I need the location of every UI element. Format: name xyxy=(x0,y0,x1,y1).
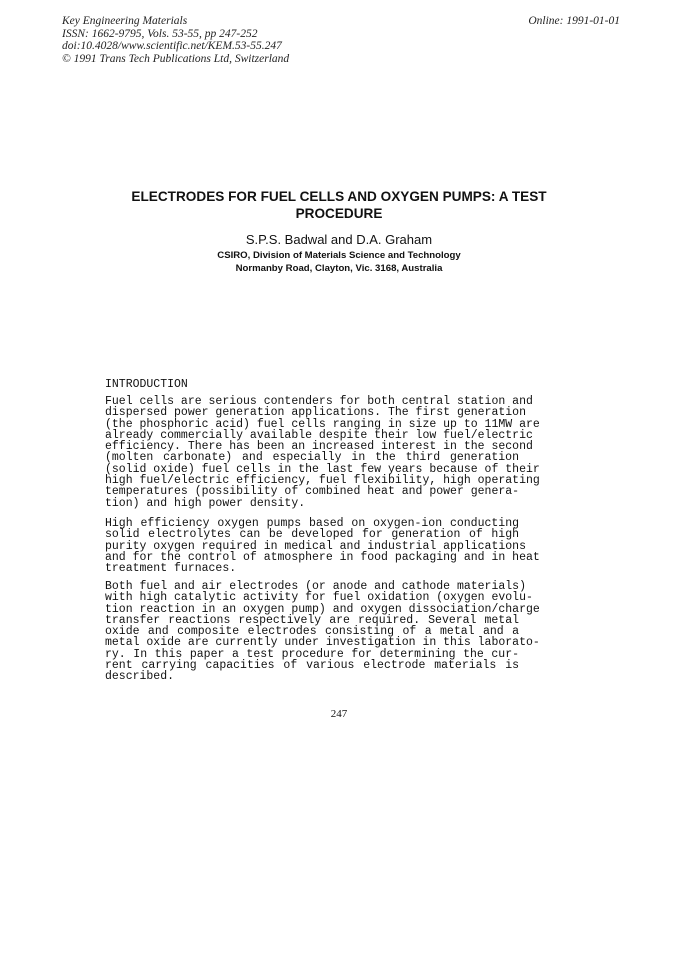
text-line: oxide and composite electrodes consisting of a metal and a xyxy=(105,625,519,639)
affiliation xyxy=(80,250,598,275)
journal-name: Key Engineering Materials xyxy=(62,15,188,27)
text-line: Fuel cells are serious contenders for both central station and xyxy=(105,395,533,408)
title-line: PROCEDURE xyxy=(295,206,383,221)
text-line: with high catalytic activity for fuel oxidation (oxygen evolu- xyxy=(105,591,533,605)
text-line: treatment furnaces. xyxy=(105,562,237,576)
paragraph-1 xyxy=(105,395,540,510)
text-line: ry. In this paper a test procedure for determining the cur- xyxy=(105,647,519,661)
text-line: (molten carbonate) and especially in the third generation xyxy=(105,451,519,465)
text-line: high fuel/electric efficiency, fuel flexibility, high operating xyxy=(105,474,540,488)
text-line: rent carrying capacities of various electrode materials is xyxy=(105,659,519,673)
text-line: solid electrolytes can be developed for generation of high xyxy=(105,528,519,542)
online-date: Online: 1991-01-01 xyxy=(528,15,620,27)
text-line: High efficiency oxygen pumps based on oxygen-ion conducting xyxy=(105,517,519,530)
journal-metadata xyxy=(62,15,289,65)
text-line: transfer reactions respectively are required. Several metal xyxy=(105,613,519,627)
text-line: dispersed power generation applications. The first generation xyxy=(105,406,526,420)
journal-issn: ISSN: 1662-9795, Vols. 53-55, pp 247-252 xyxy=(62,27,258,40)
text-line: temperatures (possibility of combined heat and power genera- xyxy=(105,485,520,499)
text-line: efficiency. There has been an increased interest in the second xyxy=(105,440,533,454)
article-title xyxy=(80,188,598,222)
section-heading: INTRODUCTION xyxy=(105,378,188,391)
text-line: (solid oxide) fuel cells in the last few years because of their xyxy=(105,462,540,476)
text-line: already commercially available despite their low fuel/electric xyxy=(105,428,533,442)
text-line: tion reaction in an oxygen pump) and oxygen dissociation/charge xyxy=(105,602,540,616)
copyright-notice: © 1991 Trans Tech Publications Ltd, Switzerland xyxy=(62,52,290,65)
authors: S.P.S. Badwal and D.A. Graham xyxy=(245,232,433,247)
text-line: and for the control of atmosphere in food packaging and in heat xyxy=(105,550,540,564)
text-line: (the phosphoric acid) fuel cells ranging in size up to 11MW are xyxy=(105,417,540,431)
text-line: purity oxygen required in medical and industrial applications xyxy=(105,539,526,553)
affiliation-line: Normanby Road, Clayton, Vic. 3168, Australia xyxy=(235,262,443,274)
text-line: metal oxide are currently under investigation in this laborato- xyxy=(105,636,540,650)
title-line: ELECTRODES FOR FUEL CELLS AND OXYGEN PUMPS: A TEST xyxy=(131,189,547,204)
page-number: 247 xyxy=(330,708,348,720)
text-line: Both fuel and air electrodes (or anode and cathode materials) xyxy=(105,580,526,593)
text-line: tion) and high power density. xyxy=(105,496,306,510)
paragraph-3 xyxy=(105,580,540,684)
affiliation-line: CSIRO, Division of Materials Science and Technology xyxy=(217,250,461,261)
paragraph-2 xyxy=(105,517,540,576)
article-doi: doi:10.4028/www.scientific.net/KEM.53-55.247 xyxy=(62,40,282,52)
text-line: described. xyxy=(105,670,175,684)
